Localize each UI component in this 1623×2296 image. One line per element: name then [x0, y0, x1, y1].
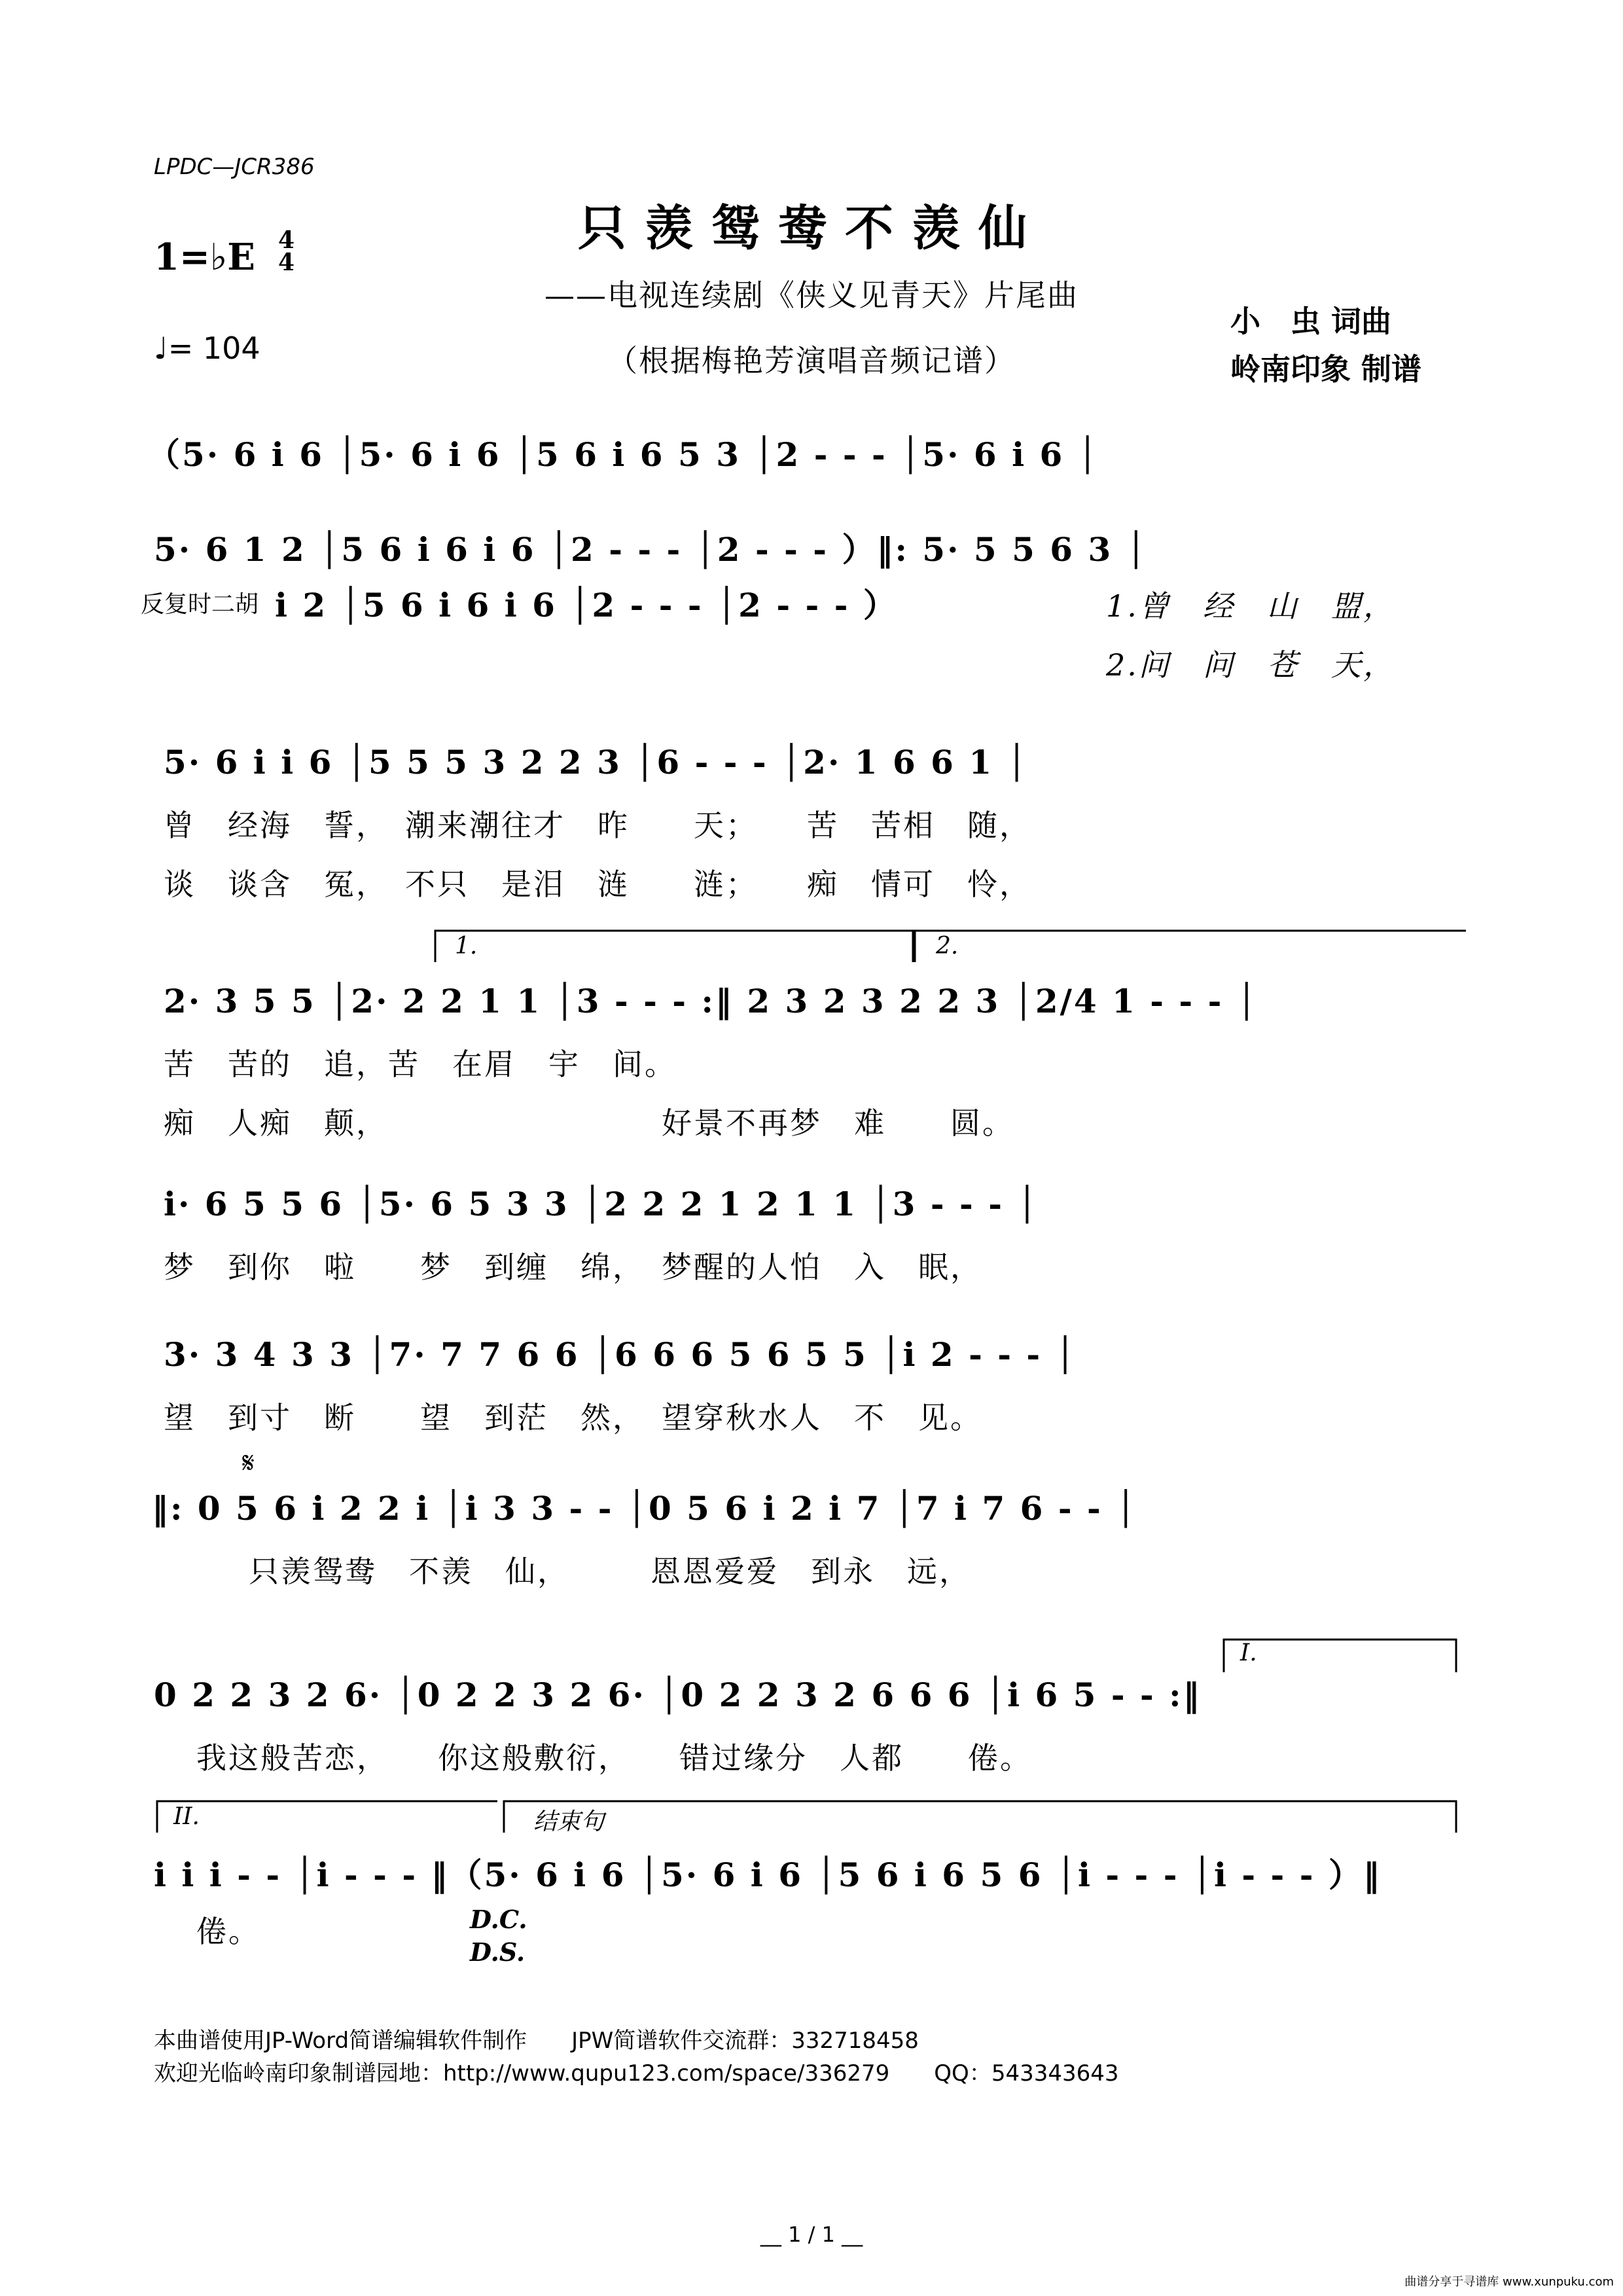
- footer-line-1: 本曲谱使用JP-Word简谱编辑软件制作 JPW简谱软件交流群：332718458: [154, 2028, 919, 2054]
- song-subtitle: ——电视连续剧《侠义见青天》片尾曲: [544, 278, 1079, 313]
- footer-line-2: 欢迎光临岭南印象制谱园地：http://www.qupu123.com/space/336279 QQ：543343643: [154, 2060, 1119, 2087]
- lyric-6: 望 到寸 断 望 到茫 然， 望穿秋水人 不 见。: [164, 1400, 982, 1435]
- transcription-note: （根据梅艳芳演唱音频记谱）: [607, 343, 1016, 378]
- ending-label: 结束句: [533, 1808, 605, 1835]
- lyric-2-verse-2: 2.问 问 苍 天，: [1106, 647, 1395, 683]
- score-line-9: i i i - - │i - - - ‖（5· 6 i 6 │5· 6 i 6 │5 6 i 6 5 6 │i - - - │i - - - ）‖: [154, 1856, 1382, 1894]
- volta-I-label: I.: [1240, 1640, 1257, 1666]
- repeat-label: 反复时二胡: [141, 591, 259, 618]
- lyric-4-verse-2: 痴 人痴 颠， 好景不再梦 难 圆。: [164, 1105, 1014, 1141]
- song-title: 只羡鸳鸯不羡仙: [578, 200, 1045, 257]
- lyricist-credit: 小 虫 词曲: [1230, 304, 1392, 339]
- lyric-4-verse-1: 苦 苦的 追，苦 在眉 宇 间。: [164, 1047, 677, 1082]
- lyric-9: 倦。: [196, 1914, 260, 1949]
- score-code: LPDC—JCR386: [154, 154, 315, 180]
- lyric-3-verse-2: 谈 谈含 冤， 不只 是泪 涟 涟； 痴 情可 怜，: [164, 867, 1031, 902]
- score-line-7: ‖: 0 5 6 i 2 2 i │i 3 3 - - │0 5 6 i 2 i 7 │7 i 7 6 - - │: [152, 1489, 1138, 1528]
- score-line-3: 5· 6 i i 6 │5 5 5 3 2 2 3 │6 - - - │2· 1 6 6 1 │: [164, 743, 1029, 781]
- score-line-8: 0 2 2 3 2 6· │0 2 2 3 2 6· │0 2 2 3 2 6 6 6 │i 6 5 - - :‖: [154, 1676, 1202, 1714]
- watermark: 曲谱分享于寻谱库 www.xunpuku.com: [1404, 2275, 1614, 2289]
- lyric-2-verse-1: 1.曾 经 山 盟，: [1106, 588, 1395, 624]
- page-number: __ 1 / 1 __: [760, 2222, 863, 2247]
- score-line-5: i· 6 5 5 6 │5· 6 5 3 3 │2 2 2 1 2 1 1 │3 - - - │: [164, 1185, 1039, 1223]
- lyric-8: 我这般苦恋， 你这般敷衍， 错过缘分 人都 倦。: [196, 1740, 1032, 1776]
- score-line-1: （5· 6 i 6 │5· 6 i 6 │5 6 i 6 5 3 │2 - - - │5· 6 i 6 │: [147, 435, 1099, 474]
- ds-marking: D.S.: [470, 1937, 526, 1967]
- tempo-marking: ♩= 104: [154, 331, 260, 366]
- dc-marking: D.C.: [470, 1905, 527, 1934]
- volta-1-label: 1.: [455, 933, 478, 960]
- lyric-5: 梦 到你 啦 梦 到缠 绵， 梦醒的人怕 入 眠，: [164, 1249, 982, 1285]
- key-signature: 1=♭E: [154, 236, 255, 279]
- lyric-3-verse-1: 曾 经海 誓， 潮来潮往才 昨 天； 苦 苦相 随，: [164, 808, 1031, 843]
- volta-2-label: 2.: [936, 933, 959, 960]
- meter-bottom: 4: [278, 249, 295, 276]
- volta-II-label: II.: [173, 1803, 200, 1830]
- score-line-2: 5· 6 1 2 │5 6 i 6 i 6 │2 - - - │2 - - - ）‖: 5· 5 5 6 3 │: [154, 530, 1148, 569]
- score-line-6: 3· 3 4 3 3 │7· 7 7 6 6 │6 6 6 5 6 5 5 │i 2 - - - │: [164, 1335, 1077, 1374]
- score-line-2-repeat: i 2 │5 6 i 6 i 6 │2 - - - │2 - - - ）: [275, 586, 898, 624]
- lyric-7: 只羡鸳鸯 不羡 仙， 恩恩爱爱 到永 远，: [249, 1554, 971, 1589]
- arranger-credit: 岭南印象 制谱: [1230, 351, 1422, 387]
- segno-sign: 𝄋: [242, 1446, 255, 1480]
- meter-top: 4: [278, 226, 295, 254]
- score-line-4: 2· 3 5 5 │2· 2 2 1 1 │3 - - - :‖ 2 3 2 3 2 2 3 │2/4 1 - - - │: [164, 982, 1258, 1020]
